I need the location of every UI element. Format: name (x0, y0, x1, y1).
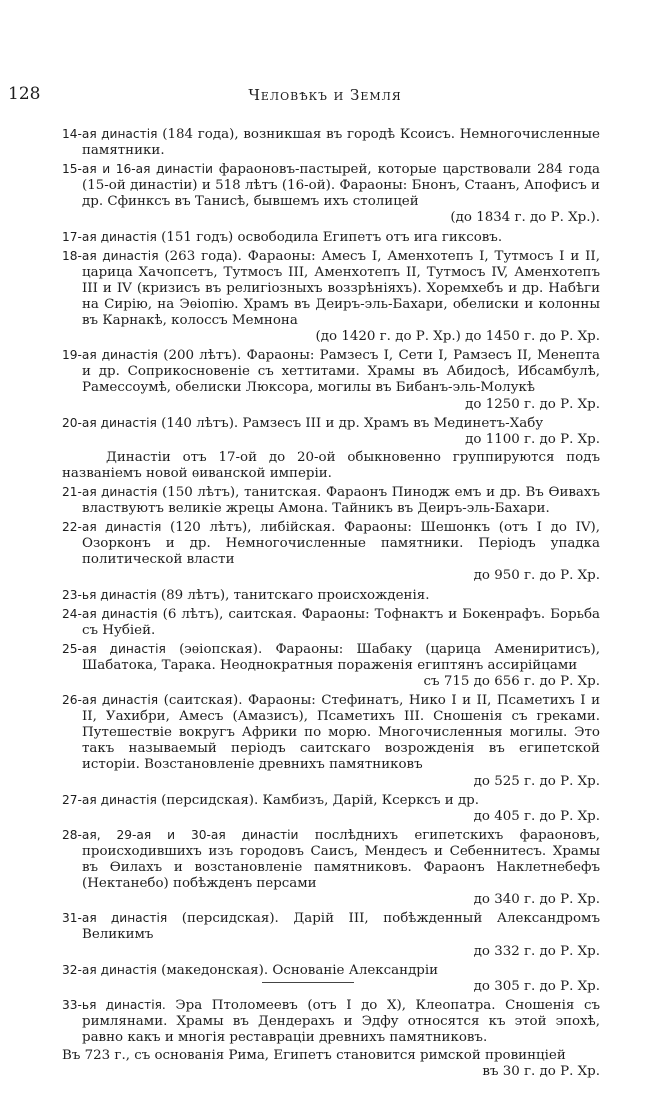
dynasty-label: 27-ая династія (62, 792, 157, 807)
dynasty-text: (персидская). Камбизъ, Дарій, Ксерксъ и др. (161, 792, 480, 808)
dynasty-entry-22 (62, 519, 600, 584)
dynasty-label: 22-ая династія (62, 520, 162, 535)
dynasty-text: послѣднихъ египетскихъ фараоновъ, происходившихъ изъ городовъ Саисъ, Мендесъ и Себеннитесъ. Храмы въ Ѳилахъ и возстановленіе памятниковъ. Фараонъ Наклетнебефъ (Нектанебо) побѣжденъ персами (82, 827, 600, 892)
dynasty-text: (120 лѣтъ), либійская. Фараоны: Шешонкъ (отъ I до IV), Озорконъ и др. Немногочисленные памятники. Періодъ упадка политической власти (82, 520, 601, 568)
dynasty-text: (140 лѣтъ). Рамзесъ III и др. Храмъ въ Мединетъ-Хабу (161, 415, 544, 431)
dynasty-label: 19-ая династія (62, 348, 158, 363)
dynasty-label: 25-ая династія (62, 641, 166, 656)
dynasty-date: до 1250 г. до Р. Хр. (465, 396, 600, 412)
dynasty-date: до 332 г. до Р. Хр. (473, 943, 600, 959)
section-divider (262, 982, 354, 983)
dynasty-date: до 340 г. до Р. Хр. (473, 892, 600, 908)
dynasty-entry-28-30 (62, 827, 600, 908)
note-paragraph: Династіи отъ 17-ой до 20-ой обыкновенно группируются подъ названіемъ новой ѳиванской имперіи. (62, 449, 600, 481)
dynasty-text: (151 годъ) освободила Египетъ отъ ига гиксовъ. (161, 229, 503, 245)
page-header (0, 84, 650, 108)
dynasty-label: 14-ая династія (62, 127, 158, 141)
closing-text: Въ 723 г., съ основанія Рима, Египетъ становится римской провинціей (62, 1048, 566, 1064)
dynasty-entry-24 (62, 606, 600, 639)
dynasty-entry-19 (62, 347, 600, 412)
dynasty-text: (македонская). Основаніе Александріи (161, 962, 439, 978)
dynasty-text: (150 лѣтъ), танитская. Фараонъ Пинодж емъ и др. Въ Ѳивахъ властвуютъ великіе жрецы Амона. Тайникъ въ Деиръ-эль-Бахари. (82, 484, 600, 517)
running-title: Человѣкъ и Земля (248, 86, 402, 104)
dynasty-text: (184 года), возникшая въ городѣ Ксоисъ. Немногочисленные памятники. (82, 127, 600, 159)
dynasty-text: (саитская). Фараоны: Стефинатъ, Нико I и II, Псаметихъ I и II, Уахибри, Амесъ (Амазисъ), Псаметихъ III. Сношенія съ греками. Путешествіе вокругъ Африки по морю. Многочисленныя могилы. Это такъ называемый періодъ саитскаго возрожденія въ египетской исторіи. Возстановленіе древнихъ памятниковъ (82, 693, 600, 773)
dynasty-date: до 950 г. до Р. Хр. (473, 568, 600, 584)
dynasty-label: 17-ая династія (62, 229, 157, 244)
dynasty-text: (263 года). Фараоны: Амесъ I, Аменхотепъ I, Тутмосъ I и II, царица Хачопсетъ, Тутмосъ III, Аменхотепъ II, Тутмосъ IV, Аменхотепъ III и IV (кризисъ въ религіозныхъ воззрѣніяхъ). Хоремхебъ и др. Набѣги на Сирію, на Эѳіопію. Храмъ въ Деиръ-эль-Бахари, обелиски и колонны въ Карнакѣ, колоссъ Мемнона (82, 248, 600, 329)
dynasty-label: 15-ая и 16-ая династіи (62, 162, 213, 177)
dynasty-text: (200 лѣтъ). Фараоны: Рамзесъ I, Сети I, Рамзесъ II, Менепта и др. Соприкосновеніе съ хеттитами. Храмы въ Абидосѣ, Ибсамбулѣ, Рамессоумѣ, обелиски Люксора, могилы въ Бибанъ-эль-Молукѣ (82, 348, 600, 396)
dynasty-text: (6 лѣтъ), саитская. Фараоны: Тофнактъ и Бокенрафъ. Борьба съ Нубіей. (82, 606, 600, 638)
dynasty-label: 33-ья династія. (62, 997, 166, 1012)
dynasty-entry-17 (62, 229, 600, 246)
dynasty-entry-31 (62, 910, 600, 959)
closing-entry (62, 1048, 600, 1080)
dynasty-label: 20-ая династія (62, 415, 157, 430)
dynasty-label: 24-ая династія (62, 606, 158, 621)
dynasty-entry-27 (62, 792, 600, 825)
dynasty-entry-18 (62, 248, 600, 346)
dynasty-entry-20 (62, 415, 600, 448)
dynasty-text: (89 лѣтъ), танитскаго происхожденія. (160, 587, 430, 603)
dynasty-date: до 305 г. до Р. Хр. (473, 978, 600, 994)
dynasty-entry-14 (62, 126, 600, 159)
dynasty-entry-33 (62, 997, 600, 1046)
dynasty-text: Эра Птоломеевъ (отъ I до X), Клеопатра. Сношенія съ римлянами. Храмы въ Дендерахъ и Эдфу относятся къ этой эпохѣ, равно какъ и многія реставраціи древнихъ памятниковъ. (82, 997, 600, 1045)
dynasty-label: 23-ья династія (62, 587, 157, 602)
dynasty-entry-23 (62, 587, 600, 604)
dynasty-label: 21-ая династія (62, 484, 158, 499)
dynasty-label: 32-ая династія (62, 962, 157, 977)
chronology-list (62, 126, 600, 1094)
dynasty-text: (эѳіопская). Фараоны: Шабаку (царица Амениритисъ), Шабатока, Тарака. Неоднократныя пораженія египтянъ ассирійцами (82, 641, 600, 673)
dynasty-date: до 525 г. до Р. Хр. (473, 773, 600, 789)
dynasty-date: до 1100 г. до Р. Хр. (465, 431, 600, 447)
page-number: 128 (8, 84, 41, 104)
dynasty-entry-26 (62, 692, 600, 790)
dynasty-text: фараоновъ-пастырей, которые царствовали 284 года (15-ой династіи) и 518 лѣтъ (16-ой). Фараоны: Бнонъ, Стаанъ, Апофисъ и др. Сфинксъ въ Танисѣ, бывшемъ ихъ столицей (82, 162, 600, 210)
dynasty-date: съ 715 до 656 г. до Р. Хр. (423, 674, 600, 689)
dynasty-entry-32 (62, 962, 600, 995)
closing-date: въ 30 г. до Р. Хр. (482, 1064, 600, 1080)
dynasty-text: (персидская). Дарій III, побѣжденный Александромъ Великимъ (82, 911, 600, 943)
dynasty-label: 18-ая династія (62, 248, 159, 263)
dynasty-entry-25 (62, 641, 600, 690)
dynasty-label: 26-ая династія (62, 693, 159, 708)
dynasty-entry-15-16 (62, 161, 600, 226)
dynasty-date: (до 1420 г. до Р. Хр.) до 1450 г. до Р. Хр. (315, 329, 600, 345)
dynasty-date: до 405 г. до Р. Хр. (473, 808, 600, 824)
dynasty-entry-21 (62, 484, 600, 517)
dynasty-date: (до 1834 г. до Р. Хр.). (450, 210, 600, 226)
dynasty-label: 31-ая династія (62, 911, 168, 926)
dynasty-label: 28-ая, 29-ая и 30-ая династіи (62, 827, 299, 842)
